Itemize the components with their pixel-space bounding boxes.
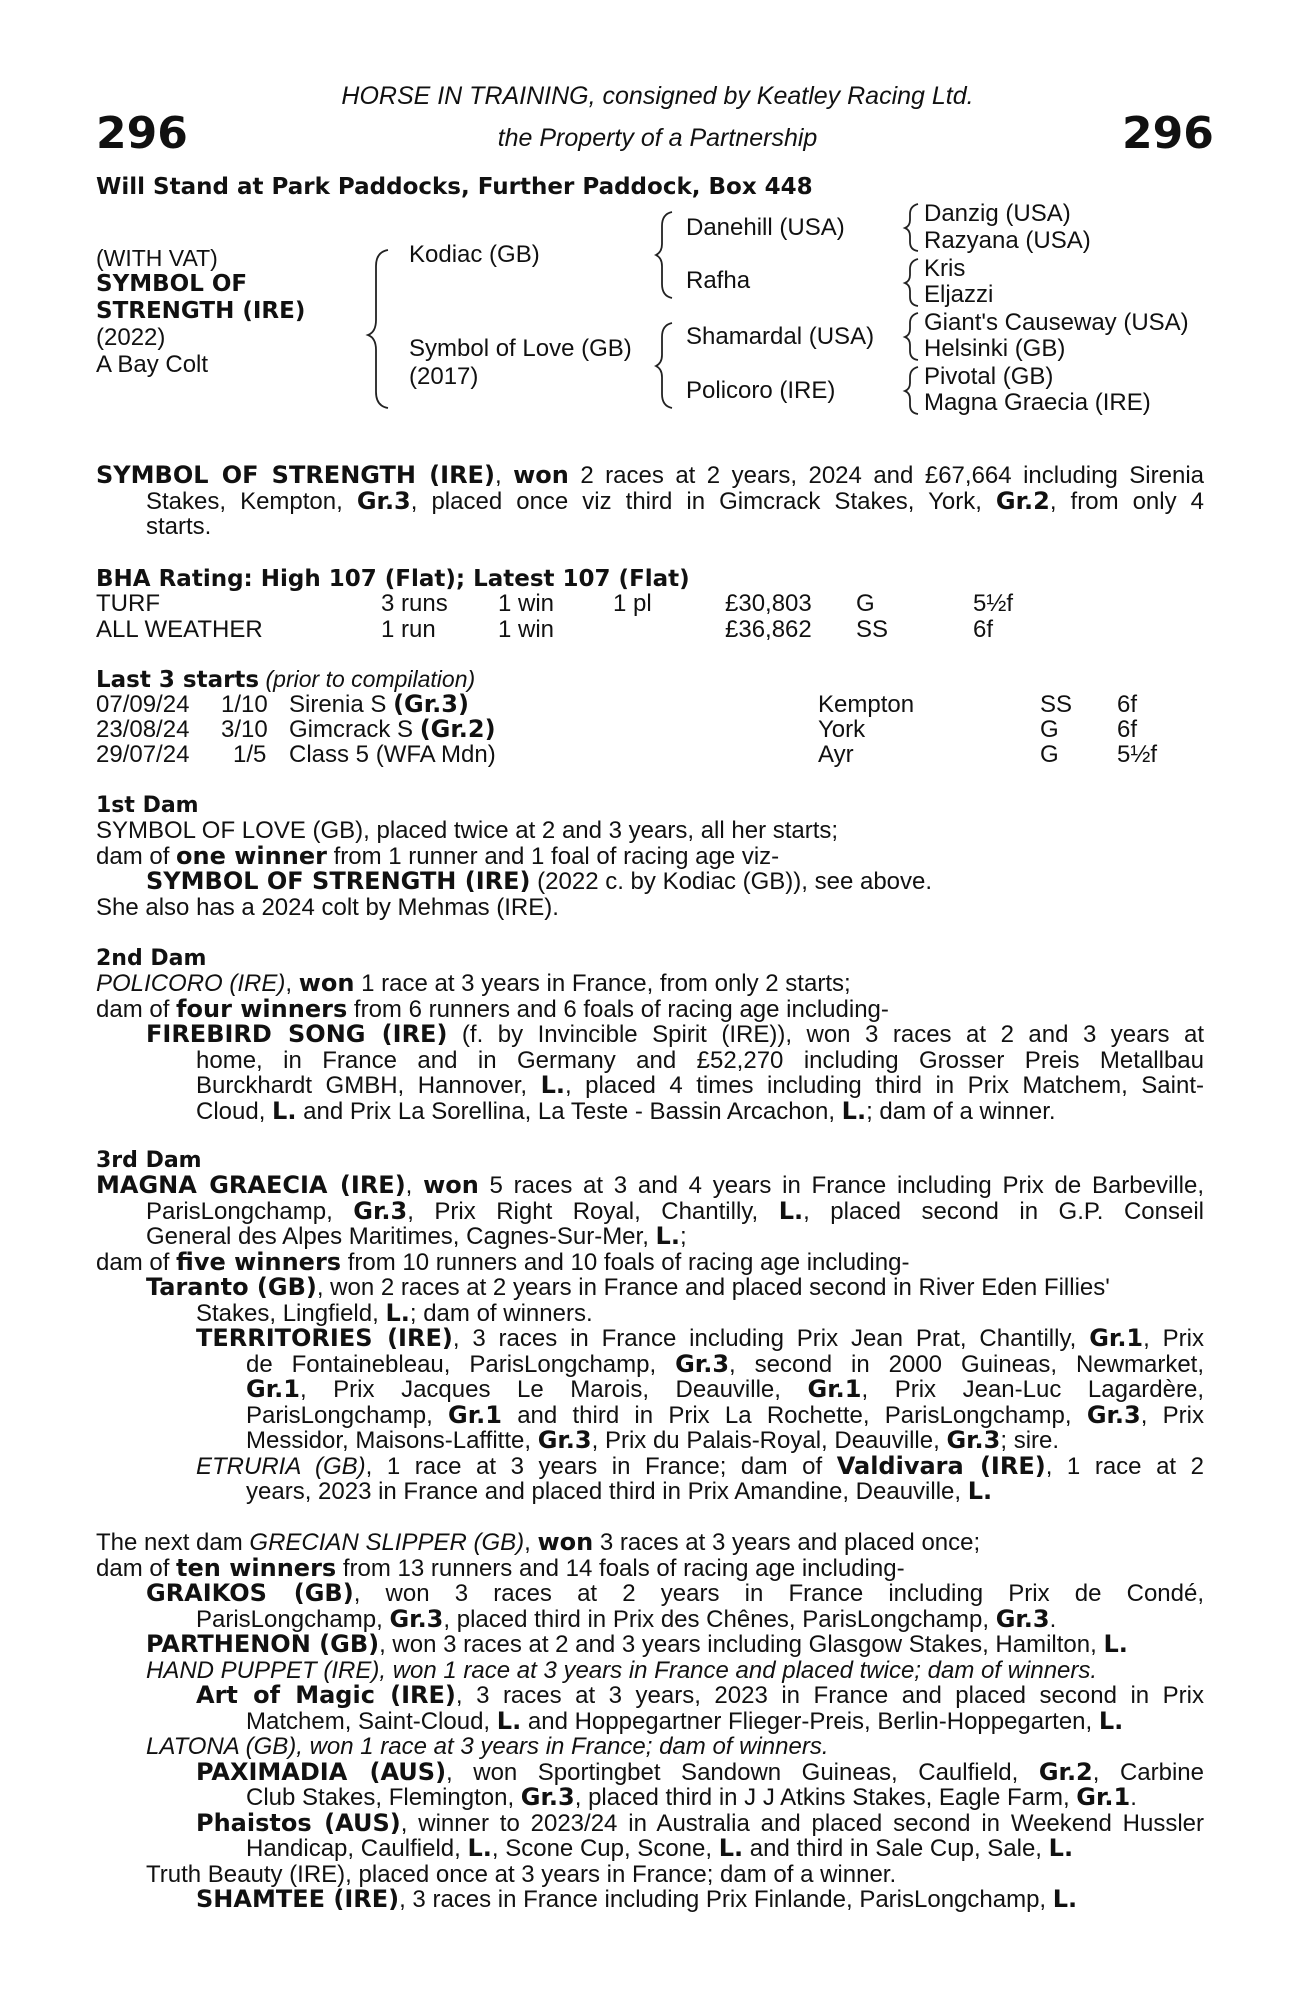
race-summary: SYMBOL OF STRENGTH (IRE), won 2 races at 2 years, 2024 and £67,664 including Sirenia Stakes, Kempton, Gr.3, placed once viz third in Gimcrack Stakes, York, Gr.2, from only 4 starts. (96, 461, 1205, 540)
third-dam-heading: 3rd Dam (96, 1148, 202, 1173)
rating-distance: 6f (973, 616, 994, 643)
start-position: 3/10 (221, 716, 268, 743)
lot-number-left: 296 (96, 108, 188, 159)
consignment-line: HORSE IN TRAINING, consigned by Keatley Racing Ltd. (341, 82, 974, 110)
pedigree-g5: Giant's Causeway (USA) (924, 309, 1189, 336)
start-position: 1/5 (233, 741, 267, 768)
start-race: Sirenia S (Gr.3) (289, 690, 469, 718)
stand-location: Will Stand at Park Paddocks, Further Paddock, Box 448 (96, 174, 813, 200)
pedigree-dam-dam: Policoro (IRE) (686, 377, 836, 404)
foaling-year: (2022) (96, 324, 166, 351)
third-dam-text: MAGNA GRAECIA (IRE), won 5 races at 3 and 4 years in France including Prix de Barbeville, ParisLongchamp, Gr.3, Prix Right Royal, Chantilly, L., placed second in G.P. Conseil General des Alpes Maritimes, Cagnes-Sur-Mer, L.; dam of five winners from 10 runners and 10 foals of racing age including- Taranto (GB), won 2 races at 2 years in France and placed second in River Eden Fillies' Stakes, Lingfield, L.; dam of winners. TERRITORIES (IRE), 3 races in France including Prix Jean Prat, Chantilly, Gr.1, Prix de Fontainebleau, ParisLongchamp, Gr.3, second in 2000 Guineas, Newmarket, Gr.1, Prix Jacques Le Marois, Deauville, Gr.1, Prix Jean-Luc Lagardère, ParisLongchamp, Gr.1 and third in Prix La Rochette, ParisLongchamp, Gr.3, Prix Messidor, Maisons-Laffitte, Gr.3, Prix du Palais-Royal, Deauville, Gr.3; sire. ETRURIA (GB), 1 race at 3 years in France; dam of Valdivara (IRE), 1 race at 2 years, 2023 in France and placed third in Prix Amandine, Deauville, L. (96, 1171, 1205, 1505)
start-date: 29/07/24 (96, 741, 190, 768)
second-dam-heading: 2nd Dam (96, 946, 207, 971)
brace-g4 (905, 367, 918, 414)
start-date: 23/08/24 (96, 716, 190, 743)
start-distance: 6f (1117, 691, 1138, 718)
pedigree-sire-dam: Rafha (686, 267, 751, 294)
brace-g3 (905, 313, 918, 360)
brace-sire (656, 212, 672, 298)
pedigree-braces (0, 0, 1315, 430)
horse-description: A Bay Colt (96, 351, 209, 378)
brace-dam (656, 323, 672, 408)
pedigree-g8: Magna Graecia (IRE) (924, 389, 1151, 416)
pedigree-sire-sire: Danehill (USA) (686, 214, 845, 241)
rating-surface: ALL WEATHER (96, 616, 263, 643)
pedigree-g4: Eljazzi (924, 281, 994, 308)
rating-wins: 1 win (498, 616, 555, 643)
rating-heading: BHA Rating: High 107 (Flat); Latest 107 (Flat) (96, 566, 690, 592)
start-race: Gimcrack S (Gr.2) (289, 715, 496, 743)
pedigree-g6: Helsinki (GB) (924, 335, 1066, 362)
horse-name-line1: SYMBOL OF (96, 271, 248, 297)
rating-surface: TURF (96, 590, 160, 617)
start-position: 1/10 (221, 691, 268, 718)
start-course: Ayr (818, 741, 854, 768)
brace-main (368, 250, 388, 408)
first-dam-text: SYMBOL OF LOVE (GB), placed twice at 2 and 3 years, all her starts; dam of one winner from 1 runner and 1 foal of racing age viz- SYMBOL OF STRENGTH (IRE) (2022 c. by Kodiac (GB)), see above. She also has a 2024 colt by Mehmas (IRE). (96, 817, 933, 921)
brace-g2 (905, 259, 918, 306)
property-line: the Property of a Partnership (497, 124, 818, 152)
start-course: Kempton (818, 691, 915, 718)
next-dam-text: The next dam GRECIAN SLIPPER (GB), won 3 races at 3 years and placed once; dam of ten winners from 13 runners and 14 foals of racing age including- GRAIKOS (GB), won 3 races at 2 years in France including Prix de Condé, ParisLongchamp, Gr.3, placed third in Prix des Chênes, ParisLongchamp, Gr.3. PARTHENON (GB), won 3 races at 2 and 3 years including Glasgow Stakes, Hamilton, L. HAND PUPPET (IRE), won 1 race at 3 years in France and placed twice; dam of winners. Art of Magic (IRE), 3 races at 3 years, 2023 in France and placed second in Prix Matchem, Saint-Cloud, L. and Hoppegartner Flieger-Preis, Berlin-Hoppegarten, L. LATONA (GB), won 1 race at 3 years in France; dam of winners. PAXIMADIA (AUS), won Sportingbet Sandown Guineas, Caulfield, Gr.2, Carbine Club Stakes, Flemington, Gr.3, placed third in J J Atkins Stakes, Eagle Farm, Gr.1. Phaistos (AUS), winner to 2023/24 in Australia and placed second in Weekend Hussler Handicap, Caulfield, L., Scone Cup, Scone, L. and third in Sale Cup, Sale, L. Truth Beauty (IRE), placed once at 3 years in France; dam of a winner. SHAMTEE (IRE), 3 races in France including Prix Finlande, ParisLongchamp, L. (96, 1528, 1205, 1913)
rating-runs: 1 run (381, 616, 436, 643)
brace-g1 (905, 204, 918, 251)
pedigree-sire: Kodiac (GB) (409, 241, 540, 268)
start-distance: 6f (1117, 716, 1138, 743)
vat-note: (WITH VAT) (96, 245, 218, 271)
summary-horse-name: SYMBOL OF STRENGTH (IRE) (96, 461, 495, 489)
start-going: G (1040, 716, 1059, 743)
last-starts-heading: Last 3 starts (prior to compilation) (96, 666, 476, 693)
start-distance: 5½f (1117, 741, 1158, 768)
pedigree-g7: Pivotal (GB) (924, 363, 1054, 390)
rating-going: G (856, 590, 875, 617)
pedigree-dam-line1: Symbol of Love (GB) (409, 335, 632, 362)
start-race: Class 5 (WFA Mdn) (289, 741, 496, 768)
start-going: SS (1040, 691, 1073, 718)
rating-prize: £30,803 (725, 590, 812, 617)
second-dam-text: POLICORO (IRE), won 1 race at 3 years in France, from only 2 starts; dam of four winners from 6 runners and 6 foals of racing age including- FIREBIRD SONG (IRE) (f. by Invincible Spirit (IRE)), won 3 races at 2 and 3 years at home, in France and in Germany and £52,270 including Grosser Preis Metallbau Burckhardt GMBH, Hannover, L., placed 4 times including third in Prix Matchem, Saint- Cloud, L. and Prix La Sorellina, La Teste - Bassin Arcachon, L.; dam of a winner. (96, 969, 1205, 1125)
start-going: G (1040, 741, 1059, 768)
rating-distance: 5½f (973, 590, 1014, 617)
start-date: 07/09/24 (96, 691, 190, 718)
rating-runs: 3 runs (381, 590, 448, 617)
pedigree-dam-sire: Shamardal (USA) (686, 323, 875, 350)
rating-prize: £36,862 (725, 616, 812, 643)
pedigree-g3: Kris (924, 255, 966, 282)
pedigree-g1: Danzig (USA) (924, 200, 1071, 227)
pedigree-g2: Razyana (USA) (924, 227, 1091, 254)
first-dam-heading: 1st Dam (96, 793, 199, 818)
rating-placed: 1 pl (613, 590, 652, 617)
rating-going: SS (856, 616, 889, 643)
pedigree-dam-line2: (2017) (409, 363, 479, 390)
horse-name-line2: STRENGTH (IRE) (96, 298, 306, 324)
rating-wins: 1 win (498, 590, 555, 617)
start-course: York (818, 716, 866, 743)
lot-number-right: 296 (1122, 108, 1214, 159)
